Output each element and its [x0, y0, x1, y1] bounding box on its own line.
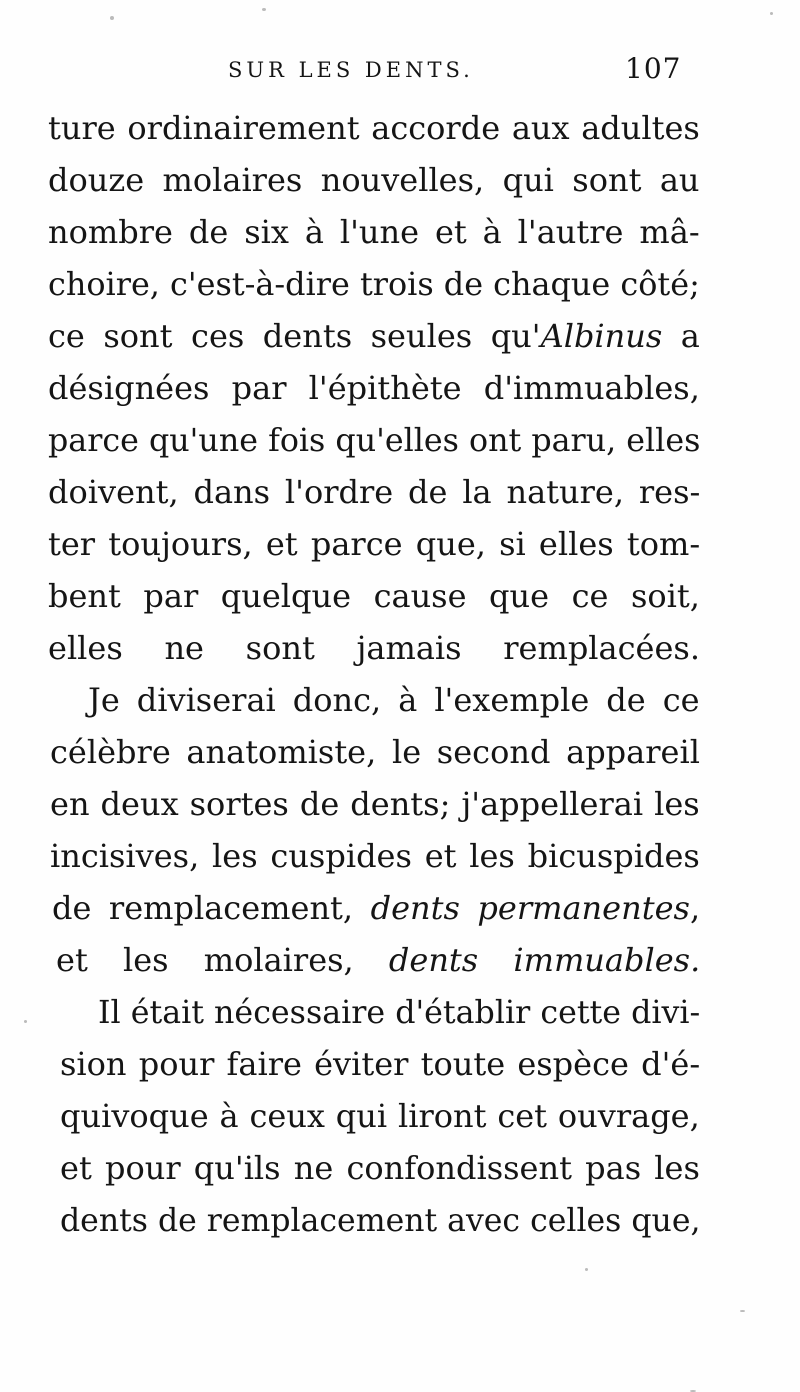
paper-speck [24, 1020, 27, 1023]
page-header [0, 50, 800, 90]
text-line: nombre de six à l'une et à l'autre mâ- [48, 213, 700, 251]
text-line: parce qu'une fois qu'elles ont paru, elles [48, 421, 701, 459]
text-line: sion pour faire éviter toute espèce d'é- [60, 1045, 701, 1083]
paper-speck [740, 1310, 745, 1312]
page-number: 107 [625, 52, 682, 85]
text-line: choire, c'est-à-dire trois de chaque côté; [48, 265, 700, 303]
italic-term: dents immuables. [388, 941, 701, 979]
text-line: ce sont ces dents seules qu'Albinus a [48, 317, 700, 355]
text-line: douze molaires nouvelles, qui sont au [48, 161, 700, 199]
text-line: et pour qu'ils ne confondissent pas les [60, 1149, 700, 1187]
text-line: en deux sortes de dents; j'appellerai les [50, 785, 700, 823]
text-line: dents de remplacement avec celles que, [60, 1201, 701, 1239]
italic-term: dents permanentes [370, 889, 690, 927]
italic-name: Albinus [540, 317, 663, 355]
text-line: ter toujours, et parce que, si elles tom- [48, 525, 701, 563]
text-line: et les molaires, dents immuables. [56, 941, 701, 979]
text-line: de remplacement, dents permanentes, [52, 889, 701, 927]
text-line: désignées par l'épithète d'immuables, [48, 369, 700, 407]
text-line: quivoque à ceux qui liront cet ouvrage, [60, 1097, 700, 1135]
paper-speck [262, 8, 266, 11]
text-line: incisives, les cuspides et les bicuspides [50, 837, 700, 875]
paper-speck [585, 1268, 588, 1271]
running-head: SUR LES DENTS. [228, 58, 474, 82]
text-line: célèbre anatomiste, le second appareil [50, 733, 700, 771]
text-line: bent par quelque cause que ce soit, [48, 577, 700, 615]
text-line: ture ordinairement accorde aux adultes [48, 109, 700, 147]
paper-speck [110, 16, 114, 20]
paper-speck [770, 12, 773, 15]
text-line: Il était nécessaire d'établir cette divi- [98, 993, 701, 1031]
text-line: doivent, dans l'ordre de la nature, res- [48, 473, 701, 511]
text-line: Je diviserai donc, à l'exemple de ce [88, 681, 700, 719]
text-line: elles ne sont jamais remplacées. [48, 629, 700, 667]
